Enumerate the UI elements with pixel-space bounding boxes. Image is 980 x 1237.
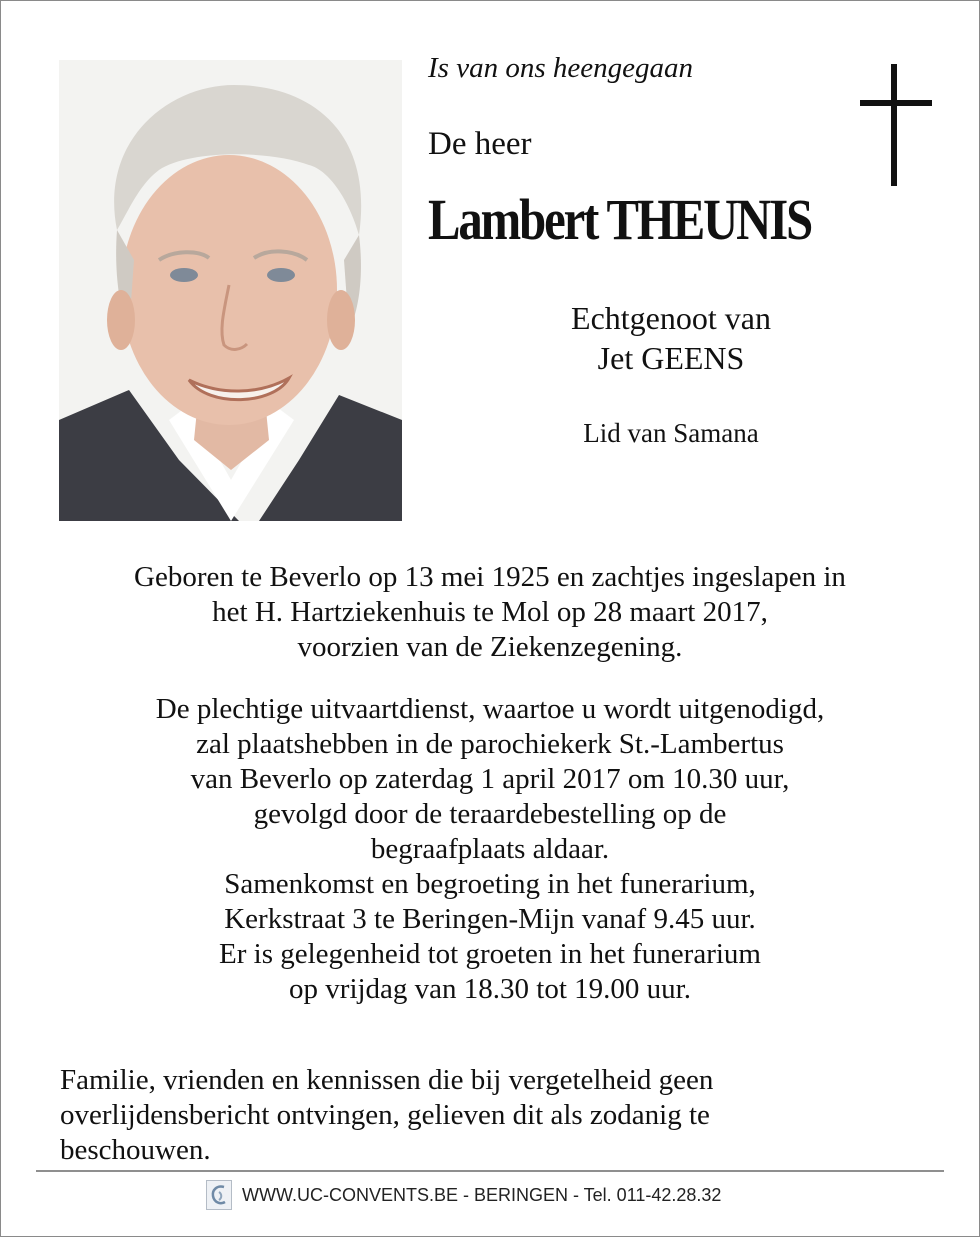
spouse-name: Jet GEENS [597, 340, 745, 376]
deceased-name: Lambert THEUNIS [428, 187, 812, 252]
uc-convents-logo-icon [206, 1180, 232, 1210]
paragraph-line: gevolgd door de teraardebestelling op de [253, 798, 727, 830]
honorific: De heer [428, 126, 532, 162]
footer [206, 1180, 721, 1210]
paragraph-line: zal plaatshebben in de parochiekerk St.-Lambertus [196, 728, 784, 760]
paragraph-line: voorzien van de Ziekenzegening. [297, 631, 683, 663]
paragraph-line: Geboren te Beverlo op 13 mei 1925 en zachtjes ingeslapen in [134, 561, 846, 593]
portrait-photo [59, 60, 402, 521]
paragraph-line: het H. Hartziekenhuis te Mol op 28 maart 2017, [212, 596, 768, 628]
paragraph-line: beschouwen. [60, 1134, 211, 1166]
paragraph-line: Er is gelegenheid tot groeten in het funerarium [219, 938, 761, 970]
birth-paragraph [40, 560, 940, 665]
paragraph-line: De plechtige uitvaartdienst, waartoe u wordt uitgenodigd, [155, 693, 825, 725]
paragraph-line: van Beverlo op zaterdag 1 april 2017 om 10.30 uur, [190, 763, 790, 795]
paragraph-line: Familie, vrienden en kennissen die bij vergetelheid geen [60, 1064, 714, 1096]
spouse-label: Echtgenoot van [571, 300, 771, 336]
paragraph-line: op vrijdag van 18.30 tot 19.00 uur. [289, 973, 691, 1005]
cross-icon [860, 64, 932, 186]
paragraph-line: Samenkomst en begroeting in het funerarium, [224, 868, 756, 900]
footer-contact: WWW.UC-CONVENTS.BE - BERINGEN - Tel. 011-42.28.32 [242, 1184, 722, 1205]
intro-text: Is van ons heengegaan [428, 52, 693, 84]
service-paragraph [40, 692, 940, 1007]
paragraph-line: Kerkstraat 3 te Beringen-Mijn vanaf 9.45 uur. [224, 903, 756, 935]
footer-divider [36, 1170, 944, 1172]
paragraph-line: overlijdensbericht ontvingen, gelieven dit als zodanig te [60, 1099, 710, 1131]
membership: Lid van Samana [583, 418, 759, 448]
closing-paragraph [60, 1063, 940, 1168]
paragraph-line: begraafplaats aldaar. [370, 833, 610, 865]
